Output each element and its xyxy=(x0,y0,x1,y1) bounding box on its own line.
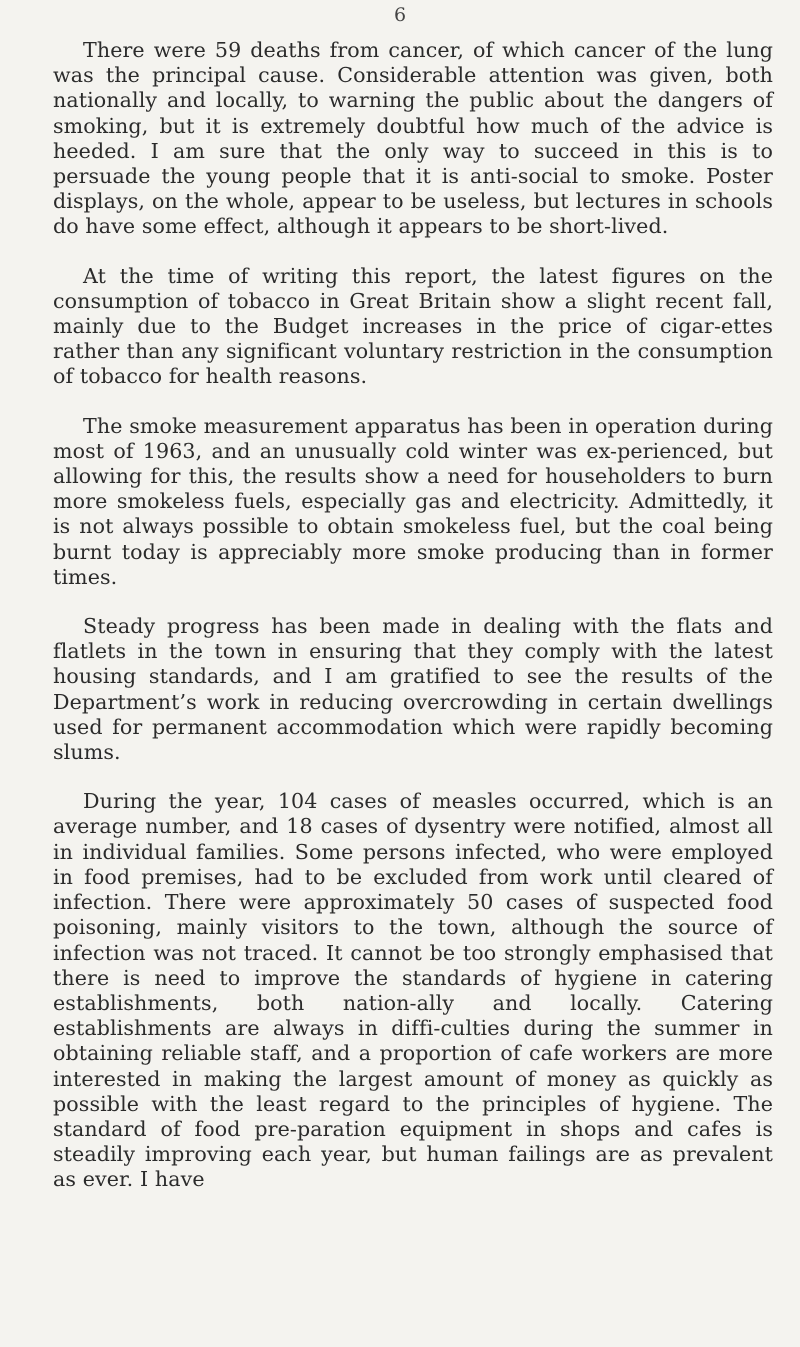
paragraph-tobacco-consumption: At the time of writing this report, the latest figures on the consumption of tobacco in Great Britain show a slight recent fall, mainly due to the Budget increases in the price of cigar-ettes rather than any significant voluntary restriction in the consumption of tobacco for health reasons. xyxy=(53,263,773,389)
body-text xyxy=(53,38,773,1217)
paragraph-housing-standards: Steady progress has been made in dealing with the flats and flatlets in the town in ensuring that they comply with the latest housing standards, and I am gratified to see the results of the Department’s work in reducing overcrowding in certain dwellings used for permanent accommodation which were rapidly becoming slums. xyxy=(53,614,773,765)
paragraph-infectious-disease: During the year, 104 cases of measles occurred, which is an average number, and 18 cases of dysentry were notified, almost all in individual families. Some persons infected, who were employed in food premises, had to be excluded from work until cleared of infection. There were approximately 50 cases of suspected food poisoning, mainly visitors to the town, although the source of infection was not traced. It cannot be too strongly emphasised that there is need to improve the standards of hygiene in catering establishments, both nation-ally and locally. Catering establishments are always in diffi-culties during the summer in obtaining reliable staff, and a proportion of cafe workers are more interested in making the largest amount of money as quickly as possible with the least regard to the principles of hygiene. The standard of food pre-paration equipment in shops and cafes is steadily improving each year, but human failings are as prevalent as ever. I have xyxy=(53,789,773,1192)
paragraph-smoke-measurement: The smoke measurement apparatus has been in operation during most of 1963, and an unusually cold winter was ex-perienced, but allowing for this, the results show a need for householders to burn more smokeless fuels, especially gas and electricity. Admittedly, it is not always possible to obtain smokeless fuel, but the coal being burnt today is appreciably more smoke producing than in former times. xyxy=(53,413,773,589)
paragraph-cancer-smoking: There were 59 deaths from cancer, of which cancer of the lung was the principal cause. Considerable attention was given, both nationally and locally, to warning the public about the dangers of smoking, but it is extremely doubtful how much of the advice is heeded. I am sure that the only way to succeed in this is to persuade the young people that it is anti-social to smoke. Poster displays, on the whole, appear to be useless, but lectures in schools do have some effect, although it appears to be short-lived. xyxy=(53,38,773,239)
page-number: 6 xyxy=(393,4,407,26)
